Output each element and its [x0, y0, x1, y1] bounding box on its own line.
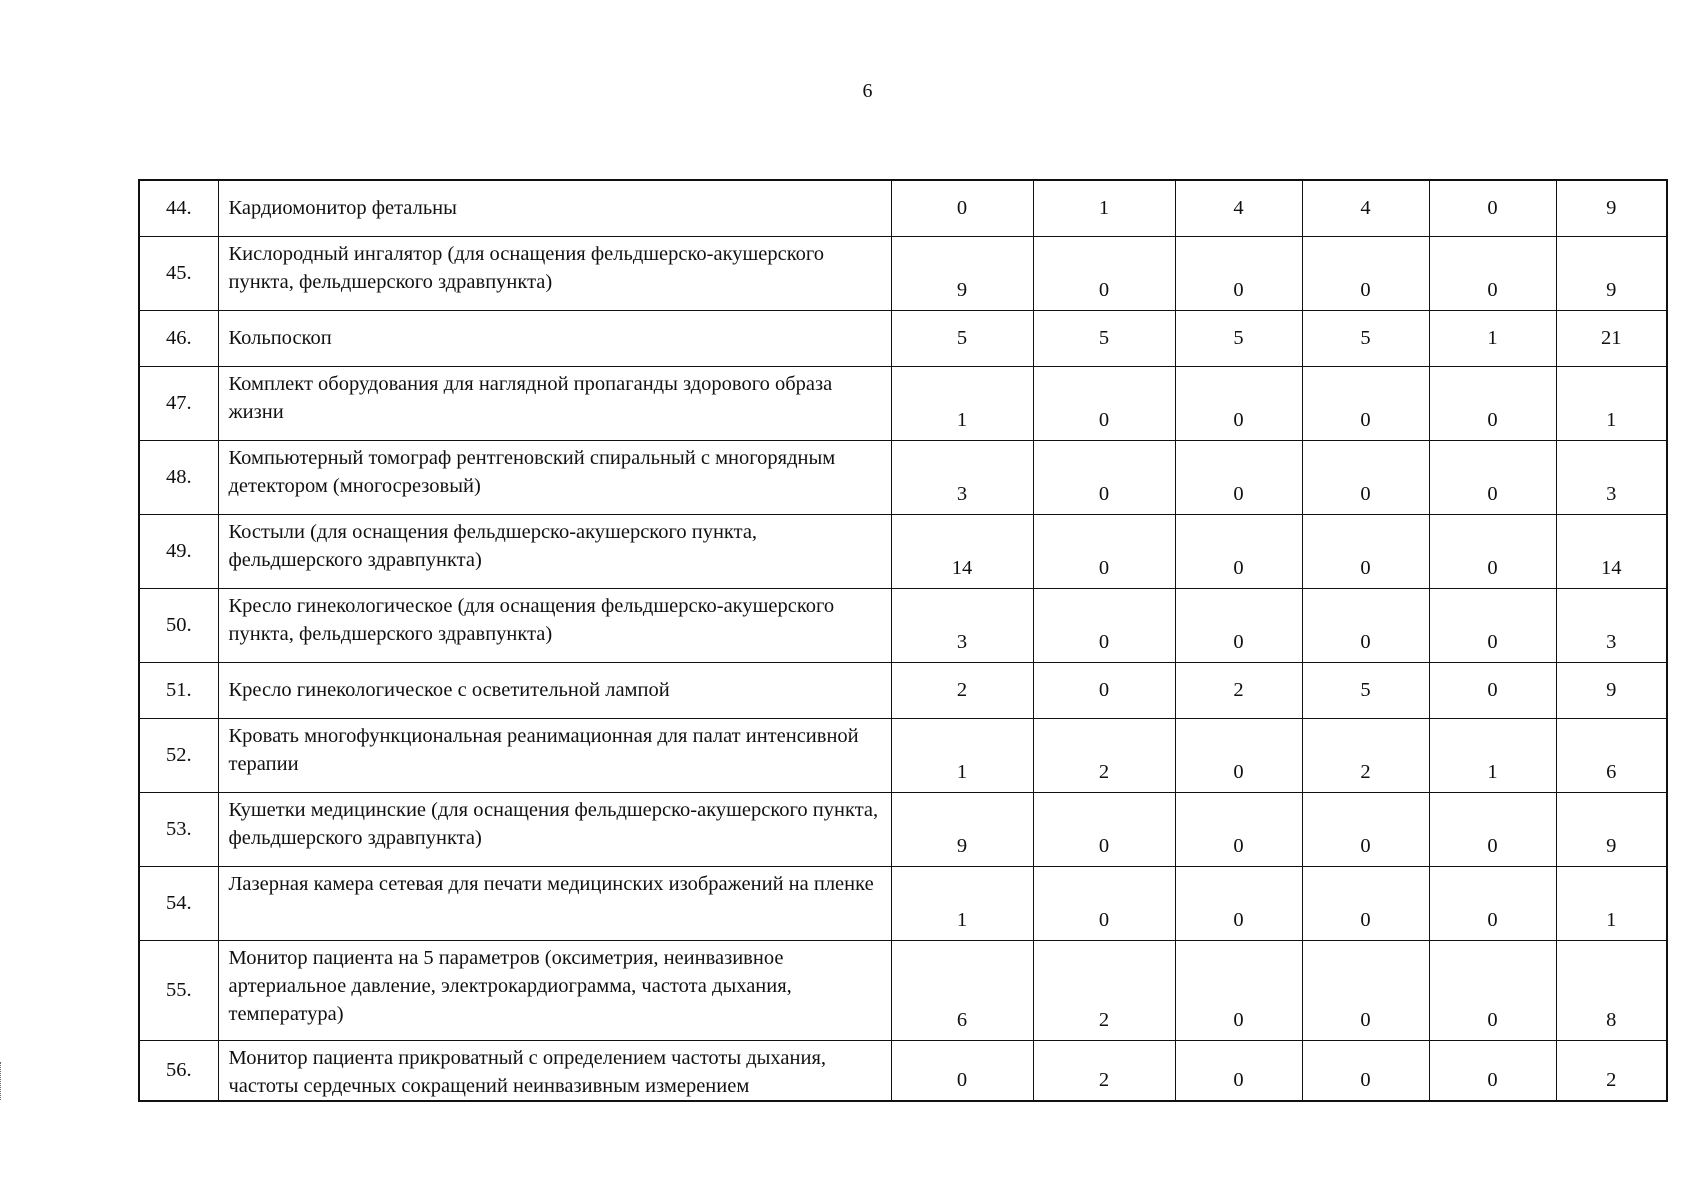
quantity-value: 0 — [1302, 940, 1429, 1040]
total-value: 9 — [1556, 236, 1667, 310]
quantity-value: 0 — [1302, 440, 1429, 514]
quantity-value: 1 — [1033, 180, 1175, 236]
equipment-name: Комплект оборудования для наглядной пропаганды здорового образа жизни — [218, 366, 891, 440]
quantity-value: 2 — [1175, 662, 1302, 718]
quantity-value: 14 — [891, 514, 1033, 588]
quantity-value: 1 — [891, 718, 1033, 792]
quantity-value: 0 — [1033, 792, 1175, 866]
table-row — [139, 236, 1667, 310]
quantity-value: 2 — [891, 662, 1033, 718]
quantity-value: 3 — [891, 588, 1033, 662]
quantity-value: 2 — [1033, 1040, 1175, 1101]
quantity-value: 0 — [1429, 366, 1556, 440]
quantity-value: 0 — [1175, 236, 1302, 310]
quantity-value: 0 — [1175, 940, 1302, 1040]
quantity-value: 0 — [1033, 440, 1175, 514]
equipment-name: Монитор пациента прикроватный с определением частоты дыхания, частоты сердечных сокращений неинвазивным измерением — [218, 1040, 891, 1101]
quantity-value: 0 — [1429, 440, 1556, 514]
page-number: 6 — [862, 80, 873, 102]
row-number: 56. — [139, 1040, 218, 1101]
table-row — [139, 718, 1667, 792]
total-value: 8 — [1556, 940, 1667, 1040]
quantity-value: 0 — [1302, 866, 1429, 940]
quantity-value: 0 — [1033, 588, 1175, 662]
quantity-value: 0 — [1429, 514, 1556, 588]
quantity-value: 0 — [1429, 1040, 1556, 1101]
row-number: 48. — [139, 440, 218, 514]
quantity-value: 6 — [891, 940, 1033, 1040]
equipment-name: Кислородный ингалятор (для оснащения фельдшерско-акушерского пункта, фельдшерского здравпункта) — [218, 236, 891, 310]
table-row — [139, 310, 1667, 366]
total-value: 21 — [1556, 310, 1667, 366]
quantity-value: 0 — [1175, 866, 1302, 940]
row-number: 46. — [139, 310, 218, 366]
quantity-value: 1 — [1429, 718, 1556, 792]
quantity-value: 0 — [891, 180, 1033, 236]
equipment-name: Кушетки медицинские (для оснащения фельдшерско-акушерского пункта, фельдшерского здравпункта) — [218, 792, 891, 866]
row-number: 54. — [139, 866, 218, 940]
row-number: 45. — [139, 236, 218, 310]
table-row — [139, 792, 1667, 866]
quantity-value: 5 — [1175, 310, 1302, 366]
equipment-name: Монитор пациента на 5 параметров (оксиметрия, неинвазивное артериальное давление, электрокардиограмма, частота дыхания, температура) — [218, 940, 891, 1040]
equipment-name: Кровать многофункциональная реанимационная для палат интенсивной терапии — [218, 718, 891, 792]
total-value: 3 — [1556, 440, 1667, 514]
row-number: 53. — [139, 792, 218, 866]
quantity-value: 0 — [1302, 792, 1429, 866]
quantity-value: 0 — [1429, 940, 1556, 1040]
quantity-value: 0 — [1302, 236, 1429, 310]
row-number: 44. — [139, 180, 218, 236]
table-row — [139, 940, 1667, 1040]
total-value: 6 — [1556, 718, 1667, 792]
quantity-value: 0 — [1429, 236, 1556, 310]
quantity-value: 1 — [891, 866, 1033, 940]
total-value: 14 — [1556, 514, 1667, 588]
quantity-value: 5 — [1033, 310, 1175, 366]
quantity-value: 5 — [891, 310, 1033, 366]
quantity-value: 0 — [1429, 180, 1556, 236]
quantity-value: 0 — [1175, 718, 1302, 792]
equipment-name: Кресло гинекологическое с осветительной лампой — [218, 662, 891, 718]
equipment-table-body — [139, 180, 1667, 1101]
equipment-table — [138, 179, 1668, 1102]
quantity-value: 0 — [1302, 1040, 1429, 1101]
quantity-value: 0 — [1302, 588, 1429, 662]
table-row — [139, 180, 1667, 236]
quantity-value: 0 — [1033, 366, 1175, 440]
quantity-value: 9 — [891, 792, 1033, 866]
equipment-table-wrapper — [138, 179, 1668, 1102]
quantity-value: 0 — [1429, 866, 1556, 940]
equipment-name: Кольпоскоп — [218, 310, 891, 366]
quantity-value: 0 — [1175, 1040, 1302, 1101]
table-row — [139, 514, 1667, 588]
quantity-value: 2 — [1302, 718, 1429, 792]
quantity-value: 0 — [1033, 236, 1175, 310]
quantity-value: 0 — [1175, 588, 1302, 662]
quantity-value: 4 — [1302, 180, 1429, 236]
total-value: 1 — [1556, 866, 1667, 940]
equipment-name: Компьютерный томограф рентгеновский спиральный с многорядным детектором (многосрезовый) — [218, 440, 891, 514]
quantity-value: 0 — [1429, 588, 1556, 662]
quantity-value: 0 — [1175, 366, 1302, 440]
quantity-value: 0 — [1033, 866, 1175, 940]
total-value: 2 — [1556, 1040, 1667, 1101]
table-row — [139, 588, 1667, 662]
equipment-name: Кресло гинекологическое (для оснащения фельдшерско-акушерского пункта, фельдшерского здравпункта) — [218, 588, 891, 662]
equipment-name: Кардиомонитор фетальны — [218, 180, 891, 236]
table-row — [139, 366, 1667, 440]
quantity-value: 0 — [1302, 514, 1429, 588]
quantity-value: 1 — [891, 366, 1033, 440]
equipment-name: Костыли (для оснащения фельдшерско-акушерского пункта, фельдшерского здравпункта) — [218, 514, 891, 588]
quantity-value: 5 — [1302, 310, 1429, 366]
total-value: 9 — [1556, 662, 1667, 718]
row-number: 52. — [139, 718, 218, 792]
scan-margin-marks — [0, 1062, 4, 1100]
row-number: 49. — [139, 514, 218, 588]
total-value: 1 — [1556, 366, 1667, 440]
quantity-value: 0 — [1033, 662, 1175, 718]
row-number: 51. — [139, 662, 218, 718]
total-value: 9 — [1556, 792, 1667, 866]
total-value: 3 — [1556, 588, 1667, 662]
table-row — [139, 662, 1667, 718]
table-row — [139, 866, 1667, 940]
quantity-value: 3 — [891, 440, 1033, 514]
quantity-value: 2 — [1033, 940, 1175, 1040]
quantity-value: 4 — [1175, 180, 1302, 236]
quantity-value: 0 — [1175, 514, 1302, 588]
total-value: 9 — [1556, 180, 1667, 236]
quantity-value: 9 — [891, 236, 1033, 310]
row-number: 50. — [139, 588, 218, 662]
table-row — [139, 440, 1667, 514]
row-number: 55. — [139, 940, 218, 1040]
quantity-value: 0 — [1429, 662, 1556, 718]
quantity-value: 0 — [1033, 514, 1175, 588]
table-row — [139, 1040, 1667, 1101]
quantity-value: 0 — [891, 1040, 1033, 1101]
equipment-name: Лазерная камера сетевая для печати медицинских изображений на пленке — [218, 866, 891, 940]
quantity-value: 1 — [1429, 310, 1556, 366]
quantity-value: 5 — [1302, 662, 1429, 718]
quantity-value: 0 — [1175, 792, 1302, 866]
row-number: 47. — [139, 366, 218, 440]
quantity-value: 0 — [1429, 792, 1556, 866]
quantity-value: 0 — [1175, 440, 1302, 514]
quantity-value: 2 — [1033, 718, 1175, 792]
quantity-value: 0 — [1302, 366, 1429, 440]
